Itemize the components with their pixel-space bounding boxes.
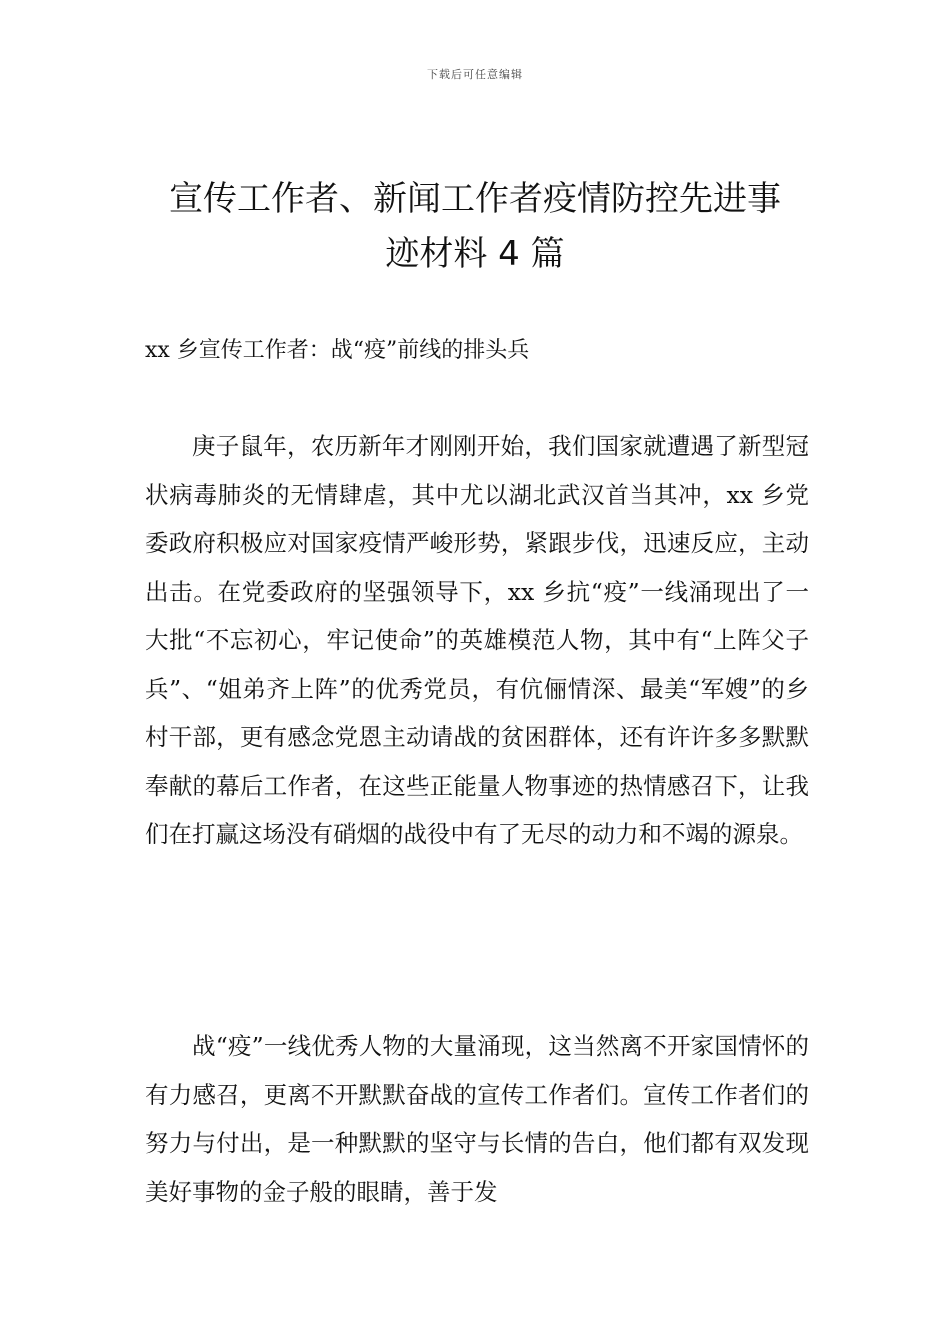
title-line-2: 迹材料 4 篇 [385,234,565,274]
header-note: 下载后可任意编辑 [427,68,523,81]
document-title [145,172,805,282]
title-line-1: 宣传工作者、新闻工作者疫情防控先进事 [169,179,781,219]
body-paragraph: 战“疫”一线优秀人物的大量涌现，这当然离不开家国情怀的有力感召，更离不开默默奋战的宣传工作者们。宣传工作者们的努力与付出，是一种默默的坚守与长情的告白，他们都有双发现美好事物的金子般的眼睛，善于发 [145,1032,809,1206]
body-paragraph: 庚子鼠年，农历新年才刚刚开始，我们国家就遭遇了新型冠状病毒肺炎的无情肆虐，其中尤以湖北武汉首当其冲，xx 乡党委政府积极应对国家疫情严峻形势，紧跟步伐，迅速反应，主动出击。在党委政府的坚强领导下，xx 乡抗“疫”一线涌现出了一大批“不忘初心，牢记使命”的英雄模范人物，其中有“上阵父子兵”、“姐弟齐上阵”的优秀党员，有伉俪情深、最美“军嫂”的乡村干部，更有感念党恩主动请战的贫困群体，还有许许多多默默奉献的幕后工作者，在这些正能量人物事迹的热情感召下，让我们在打赢这场没有硝烟的战役中有了无尽的动力和不竭的源泉。 [145,432,809,848]
article-subtitle: xx 乡宣传工作者：战“疫”前线的排头兵 [145,338,530,363]
